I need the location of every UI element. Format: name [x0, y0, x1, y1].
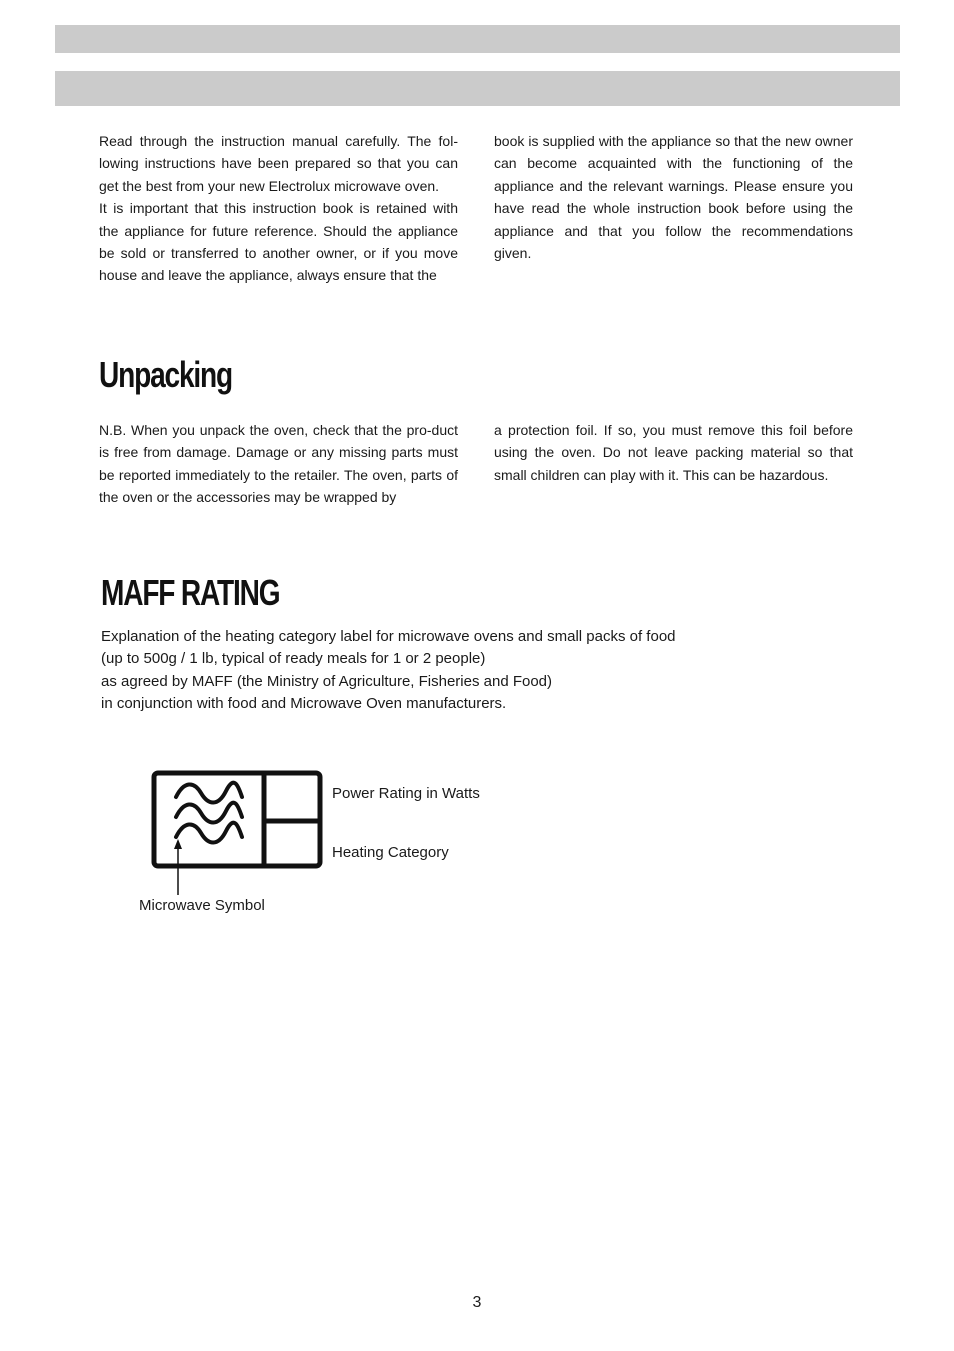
unpacking-paragraph-1: N.B. When you unpack the oven, check that the pro-duct is free from damage. Damage or any missing parts must be reported immediately to the retailer. The oven, parts of the oven or the accessories may be wrapped by — [99, 422, 458, 506]
intro-paragraph-3: book is supplied with the appliance so that the new owner can become acquainted with the functioning of the appliance and the relevant warnings. Please ensure you have read the whole instruction book before using the appliance and that you follow the recommendations given. — [494, 133, 853, 262]
microwave-symbol-label: Microwave Symbol — [139, 897, 265, 914]
header-bar-top — [55, 25, 900, 53]
intro-paragraph-1: Read through the instruction manual carefully. The fol-lowing instructions have been prepared so that you can get the best from your new Electrolux microwave oven. — [99, 133, 458, 194]
intro-paragraph-2: It is important that this instruction book is retained with the appliance for future reference. Should the appliance be sold or transferred to another owner, or if you move house and leave the appliance, always ensure that the — [99, 200, 458, 284]
unpacking-paragraph-2: a protection foil. If so, you must remove this foil before using the oven. Do not leave packing material so that small children can play with it. This can be hazardous. — [494, 422, 853, 483]
intro-column-right — [494, 130, 853, 264]
maff-line-2: (up to 500g / 1 lb, typical of ready meals for 1 or 2 people) — [101, 650, 486, 668]
maff-line-3: as agreed by MAFF (the Ministry of Agriculture, Fisheries and Food) — [101, 672, 553, 690]
unpacking-column-right — [494, 419, 853, 486]
heating-category-label-text: Heating Category — [332, 844, 449, 861]
unpacking-column-left — [99, 419, 458, 509]
microwave-waves-icon — [176, 783, 242, 843]
page-number: 3 — [472, 1294, 482, 1311]
maff-explanation — [101, 626, 676, 716]
unpacking-heading: Unpacking — [99, 354, 233, 395]
power-rating-label: Power Rating in Watts — [332, 785, 480, 802]
header-bar-bottom — [55, 71, 900, 106]
maff-heading: MAFF RATING — [101, 572, 280, 613]
maff-line-4: in conjunction with food and Microwave Oven manufacturers. — [101, 695, 507, 713]
intro-column-left — [99, 130, 458, 287]
heating-category-label — [150, 769, 326, 899]
maff-line-1: Explanation of the heating category label for microwave ovens and small packs of food — [101, 628, 676, 645]
